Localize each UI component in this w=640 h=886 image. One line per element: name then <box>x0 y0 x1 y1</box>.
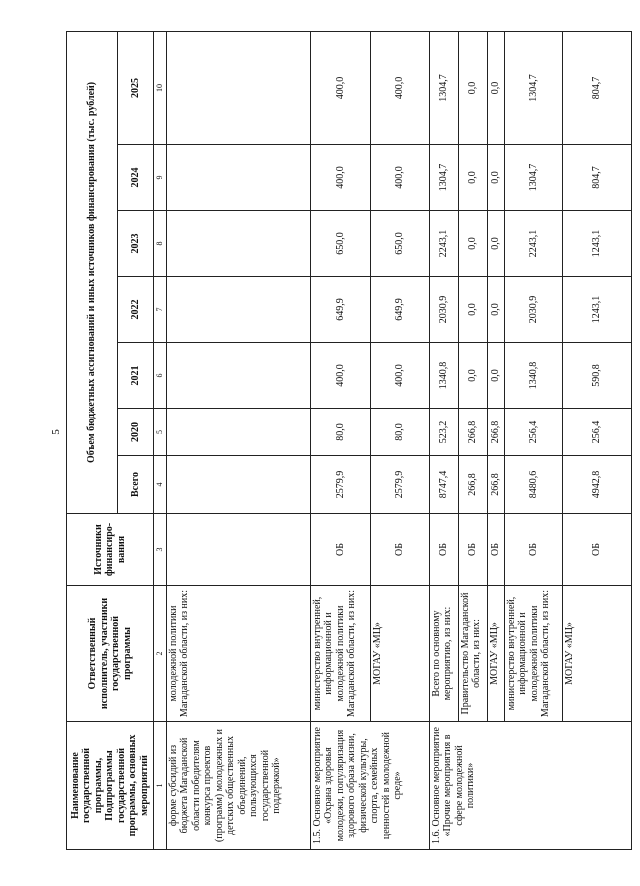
value-2022: 0,0 <box>487 277 504 343</box>
table-row <box>310 31 371 849</box>
col-header-2023: 2023 <box>118 211 154 277</box>
value-total <box>166 456 310 514</box>
col-header-source: Источники финансиро-вания <box>67 514 154 586</box>
value-2022: 649,9 <box>310 277 371 343</box>
value-2024 <box>166 145 310 211</box>
value-2022: 649,9 <box>371 277 429 343</box>
index-cell: 1 <box>154 722 167 850</box>
row-name: 1.6. Основное мероприятие «Прочие мероприятия в сфере молодежной политики» <box>429 722 631 850</box>
row-source: ОБ <box>487 514 504 586</box>
row-executor: Всего по основному мероприятию, из них: <box>429 586 458 722</box>
col-header-2021: 2021 <box>118 343 154 409</box>
value-2025: 1304,7 <box>429 31 458 144</box>
value-2023: 2243,1 <box>504 211 562 277</box>
row-name: форме субсидий из бюджета Магаданской области победителям конкурса проектов (программ) молодежных и детских общественных объединений, пользующихся государственной поддержкой» <box>166 722 310 850</box>
value-2023: 1243,1 <box>563 211 632 277</box>
col-header-2020: 2020 <box>118 409 154 456</box>
value-2022: 2030,9 <box>429 277 458 343</box>
row-executor: МОГАУ «МЦ» <box>487 586 504 722</box>
value-2024: 1304,7 <box>504 145 562 211</box>
index-cell: 8 <box>154 211 167 277</box>
value-2021: 1340,8 <box>504 343 562 409</box>
value-2021 <box>166 343 310 409</box>
value-2020: 266,8 <box>458 409 487 456</box>
value-2020: 256,4 <box>563 409 632 456</box>
value-2021: 0,0 <box>487 343 504 409</box>
value-2025: 0,0 <box>458 31 487 144</box>
index-cell: 2 <box>154 586 167 722</box>
value-2020: 266,8 <box>487 409 504 456</box>
row-source: ОБ <box>429 514 458 586</box>
index-cell: 9 <box>154 145 167 211</box>
value-2024: 400,0 <box>310 145 371 211</box>
value-total: 266,8 <box>458 456 487 514</box>
col-header-2025: 2025 <box>118 31 154 144</box>
col-header-executor: Ответственный исполнитель, участники государственной программы <box>67 586 154 722</box>
funding-table <box>66 31 632 850</box>
value-2025: 1304,7 <box>504 31 562 144</box>
index-cell: 10 <box>154 31 167 144</box>
value-total: 8480,6 <box>504 456 562 514</box>
value-2025: 804,7 <box>563 31 632 144</box>
value-2023: 0,0 <box>487 211 504 277</box>
value-2020: 80,0 <box>371 409 429 456</box>
value-2022: 0,0 <box>458 277 487 343</box>
col-header-2022: 2022 <box>118 277 154 343</box>
value-2022 <box>166 277 310 343</box>
page-number: 5 <box>50 429 62 435</box>
row-executor: Правительство Магаданской области, из них: <box>458 586 487 722</box>
value-2023: 0,0 <box>458 211 487 277</box>
value-2020: 80,0 <box>310 409 371 456</box>
value-2022: 2030,9 <box>504 277 562 343</box>
value-total: 266,8 <box>487 456 504 514</box>
row-executor: МОГАУ «МЦ» <box>563 586 632 722</box>
row-executor: министерство внутренней, информационной и молодежной политики Магаданской области, из них: <box>504 586 562 722</box>
value-2021: 590,8 <box>563 343 632 409</box>
value-total: 2579,9 <box>371 456 429 514</box>
index-cell: 4 <box>154 456 167 514</box>
value-2025: 400,0 <box>310 31 371 144</box>
col-header-funding: Объем бюджетных ассигнований и иных источников финансирования (тыс. рублей) <box>67 31 118 513</box>
value-2020: 523,2 <box>429 409 458 456</box>
index-cell: 6 <box>154 343 167 409</box>
value-2025: 0,0 <box>487 31 504 144</box>
table-row <box>429 31 458 849</box>
index-cell: 5 <box>154 409 167 456</box>
col-header-name: Наименование государственной программы, Подпрограммы государственной программы, основных мероприятий <box>67 722 154 850</box>
value-2020: 256,4 <box>504 409 562 456</box>
table-row <box>166 31 310 849</box>
value-2021: 400,0 <box>371 343 429 409</box>
row-executor: МОГАУ «МЦ» <box>371 586 429 722</box>
value-2024: 804,7 <box>563 145 632 211</box>
value-total: 4942,8 <box>563 456 632 514</box>
row-source: ОБ <box>371 514 429 586</box>
value-total: 8747,4 <box>429 456 458 514</box>
value-2021: 1340,8 <box>429 343 458 409</box>
index-cell: 3 <box>154 514 167 586</box>
value-2024: 0,0 <box>458 145 487 211</box>
value-2021: 400,0 <box>310 343 371 409</box>
value-2021: 0,0 <box>458 343 487 409</box>
value-2025 <box>166 31 310 144</box>
row-source <box>166 514 310 586</box>
row-source: ОБ <box>563 514 632 586</box>
value-2024: 1304,7 <box>429 145 458 211</box>
col-header-total: Всего <box>118 456 154 514</box>
row-executor: министерство внутренней, информационной и молодежной политики Магаданской области, из них: <box>310 586 371 722</box>
row-executor: молодежной политики Магаданской области, из них: <box>166 586 310 722</box>
value-2023 <box>166 211 310 277</box>
col-header-2024: 2024 <box>118 145 154 211</box>
value-2022: 1243,1 <box>563 277 632 343</box>
value-2024: 400,0 <box>371 145 429 211</box>
row-name: 1.5. Основное мероприятие «Охрана здоровья молодежи, популяризация здорового образа жизни, физической культуры, спорта, семейных ценностей в молодежной среде» <box>310 722 429 850</box>
value-2023: 650,0 <box>371 211 429 277</box>
value-2023: 2243,1 <box>429 211 458 277</box>
value-2023: 650,0 <box>310 211 371 277</box>
value-total: 2579,9 <box>310 456 371 514</box>
row-source: ОБ <box>458 514 487 586</box>
row-source: ОБ <box>504 514 562 586</box>
value-2024: 0,0 <box>487 145 504 211</box>
value-2025: 400,0 <box>371 31 429 144</box>
value-2020 <box>166 409 310 456</box>
index-row <box>154 31 167 849</box>
index-cell: 7 <box>154 277 167 343</box>
row-source: ОБ <box>310 514 371 586</box>
